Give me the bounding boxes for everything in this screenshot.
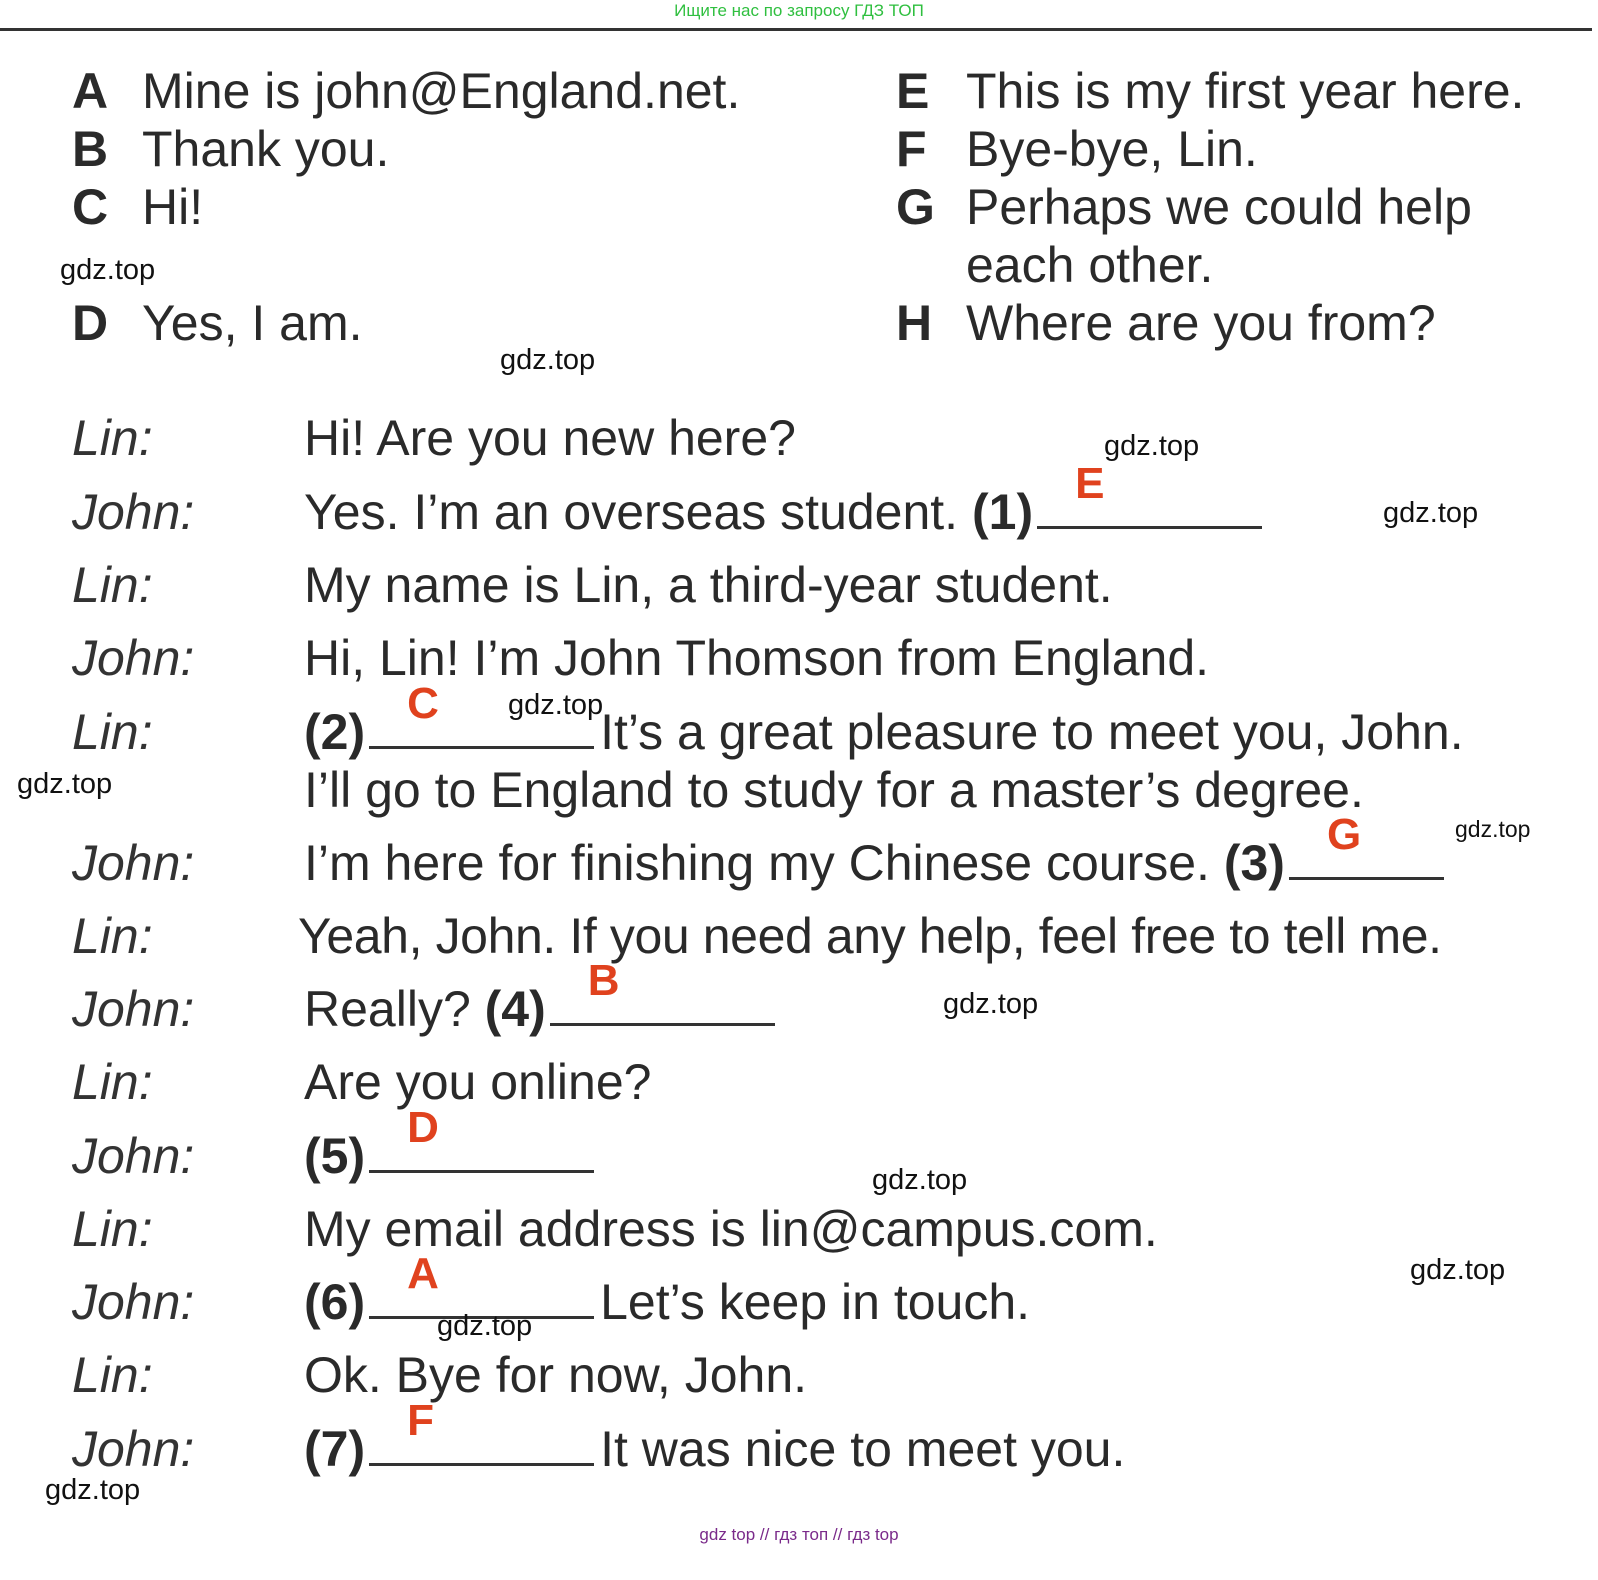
option-c [72, 178, 203, 236]
gap-number: (3) [1223, 835, 1285, 891]
watermark: gdz.top [1383, 497, 1479, 529]
line-text: Yes. I’m an overseas student. [304, 484, 959, 540]
bottom-banner: gdz top // гдз топ // гдз top [699, 1525, 899, 1544]
speaker-label: John: [72, 484, 195, 540]
dialogue-text [304, 956, 781, 1039]
line-text: My name is Lin, a third-year student. [304, 557, 1113, 613]
answer-letter: A [407, 1249, 439, 1298]
speaker-label: Lin: [72, 557, 153, 613]
gap-number: (6) [304, 1274, 366, 1330]
gap-number: (7) [304, 1421, 366, 1477]
answer-blank[interactable] [369, 1103, 594, 1173]
speaker-label: Lin: [72, 410, 153, 466]
speaker-label: Lin: [72, 1054, 153, 1110]
option-f [896, 120, 1258, 178]
dialogue-text [304, 1345, 807, 1405]
dialogue-line-5-continuation: I’ll go to England to study for a master’s degree. [304, 762, 1364, 818]
top-banner: Ищите нас по запросу ГДЗ ТОП [674, 1, 924, 20]
line-text: My email address is lin@campus.com. [304, 1201, 1158, 1257]
line-text: Hi! Are you new here? [304, 410, 796, 466]
line-text: Really? [304, 981, 471, 1037]
answer-letter: D [407, 1103, 439, 1152]
line-text: Ok. Bye for now, John. [304, 1347, 808, 1403]
watermark: gdz.top [437, 1310, 533, 1342]
watermark: gdz.top [872, 1164, 968, 1196]
watermark: gdz.top [943, 988, 1039, 1020]
speaker-label: Lin: [72, 704, 153, 760]
gap-number: (1) [971, 484, 1034, 540]
option-g-continuation: each other. [966, 237, 1214, 293]
line-text: It’s a great pleasure to meet you, John. [600, 704, 1464, 760]
speaker-label: John: [72, 981, 195, 1037]
line-text: Hi, Lin! I’m John Thomson from England. [304, 630, 1210, 686]
option-letter: C [72, 179, 109, 235]
speaker-label: John: [72, 835, 195, 891]
gap-number: (5) [304, 1128, 366, 1184]
watermark: gdz.top [60, 254, 156, 286]
option-d [72, 294, 362, 352]
answer-blank[interactable] [369, 1396, 594, 1466]
option-e [896, 62, 1524, 120]
option-b [72, 120, 389, 178]
speaker-label: John: [72, 1128, 195, 1184]
answer-letter: E [1075, 459, 1105, 508]
option-text: Perhaps we could help [966, 179, 1472, 235]
option-letter: D [72, 295, 109, 351]
dialogue-text [304, 1396, 1126, 1479]
dialogue-text [298, 906, 1442, 966]
option-text: Bye-bye, Lin. [966, 121, 1258, 177]
option-text: Mine is john@England.net. [142, 63, 741, 119]
top-divider [0, 28, 1592, 31]
dialogue-text [304, 679, 1464, 762]
gap-number: (2) [304, 704, 366, 760]
option-letter: H [896, 295, 933, 351]
watermark: gdz.top [17, 768, 113, 800]
option-letter: B [72, 121, 109, 177]
answer-blank[interactable] [550, 956, 775, 1026]
option-letter: E [896, 63, 930, 119]
answer-letter: G [1326, 810, 1362, 859]
line-text: Let’s keep in touch. [600, 1274, 1031, 1330]
option-g [896, 178, 1472, 236]
watermark: gdz.top [1104, 430, 1200, 462]
watermark: gdz.top [1455, 816, 1531, 842]
watermark: gdz.top [500, 344, 596, 376]
line-text: Yeah, John. If you need any help, feel free to tell me. [298, 908, 1442, 964]
answer-letter: B [587, 956, 620, 1005]
line-text: I’m here for finishing my Chinese course. [304, 835, 1210, 891]
answer-blank[interactable] [1289, 810, 1444, 880]
watermark: gdz.top [508, 689, 604, 721]
dialogue-text [304, 1103, 600, 1186]
answer-letter: F [407, 1396, 434, 1445]
speaker-label: John: [72, 1274, 195, 1330]
option-text: Hi! [142, 179, 204, 235]
speaker-label: Lin: [72, 908, 153, 964]
dialogue-text [304, 628, 1209, 688]
line-text: Are you online? [304, 1054, 652, 1110]
option-text: Yes, I am. [142, 295, 363, 351]
answer-blank[interactable] [1037, 459, 1262, 529]
dialogue-text [304, 555, 1113, 615]
option-letter: F [896, 121, 927, 177]
speaker-label: Lin: [72, 1201, 153, 1257]
line-text: It was nice to meet you. [600, 1421, 1126, 1477]
dialogue-text [304, 810, 1450, 893]
option-text: This is my first year here. [966, 63, 1525, 119]
option-letter: G [896, 179, 935, 235]
option-h [896, 294, 1436, 352]
option-text: Where are you from? [966, 295, 1436, 351]
speaker-label: John: [72, 1421, 195, 1477]
watermark: gdz.top [45, 1474, 141, 1506]
dialogue-text [304, 1249, 1031, 1332]
watermark: gdz.top [1410, 1254, 1506, 1286]
dialogue-text [304, 408, 796, 468]
dialogue-text [304, 459, 1268, 542]
answer-letter: C [407, 679, 439, 728]
gap-number: (4) [484, 981, 546, 1037]
speaker-label: John: [72, 630, 195, 686]
option-text: Thank you. [142, 121, 390, 177]
option-letter: A [72, 63, 109, 119]
speaker-label: Lin: [72, 1347, 153, 1403]
dialogue-text [304, 1052, 651, 1112]
option-a [72, 62, 740, 120]
